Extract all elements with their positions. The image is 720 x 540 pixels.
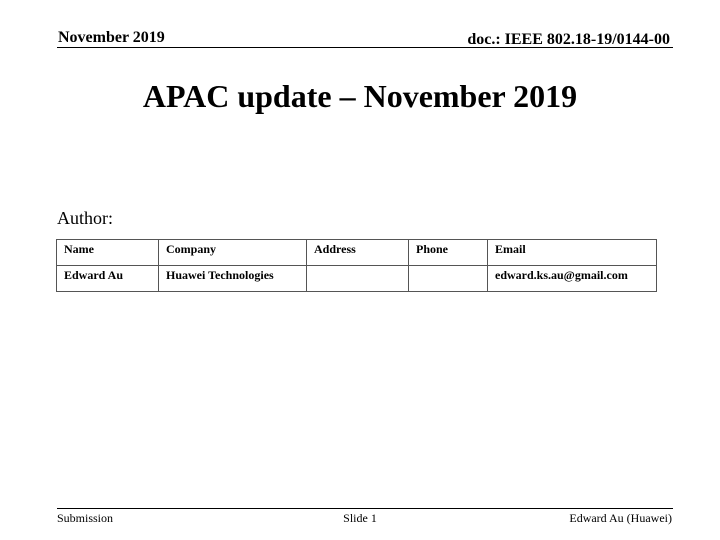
footer-submission: Submission (57, 511, 114, 525)
cell-address (307, 266, 409, 292)
author-table (56, 239, 657, 292)
column-header-address: Address (307, 240, 409, 266)
table-header-row (57, 240, 657, 266)
footer-divider (57, 508, 673, 509)
footer-slide-number: Slide 1 (343, 511, 377, 525)
header-doc-id: doc.: IEEE 802.18-19/0144-00 (467, 31, 670, 48)
cell-email: edward.ks.au@gmail.com (488, 266, 657, 292)
column-header-company: Company (159, 240, 307, 266)
footer-author: Edward Au (Huawei) (569, 511, 672, 525)
header-divider (57, 47, 673, 48)
table-row (57, 266, 657, 292)
column-header-name: Name (57, 240, 159, 266)
cell-name: Edward Au (57, 266, 159, 292)
column-header-email: Email (488, 240, 657, 266)
header-date: November 2019 (58, 29, 165, 46)
slide-title: APAC update – November 2019 (142, 78, 578, 114)
cell-phone (409, 266, 488, 292)
author-label: Author: (57, 208, 113, 228)
cell-company: Huawei Technologies (159, 266, 307, 292)
column-header-phone: Phone (409, 240, 488, 266)
